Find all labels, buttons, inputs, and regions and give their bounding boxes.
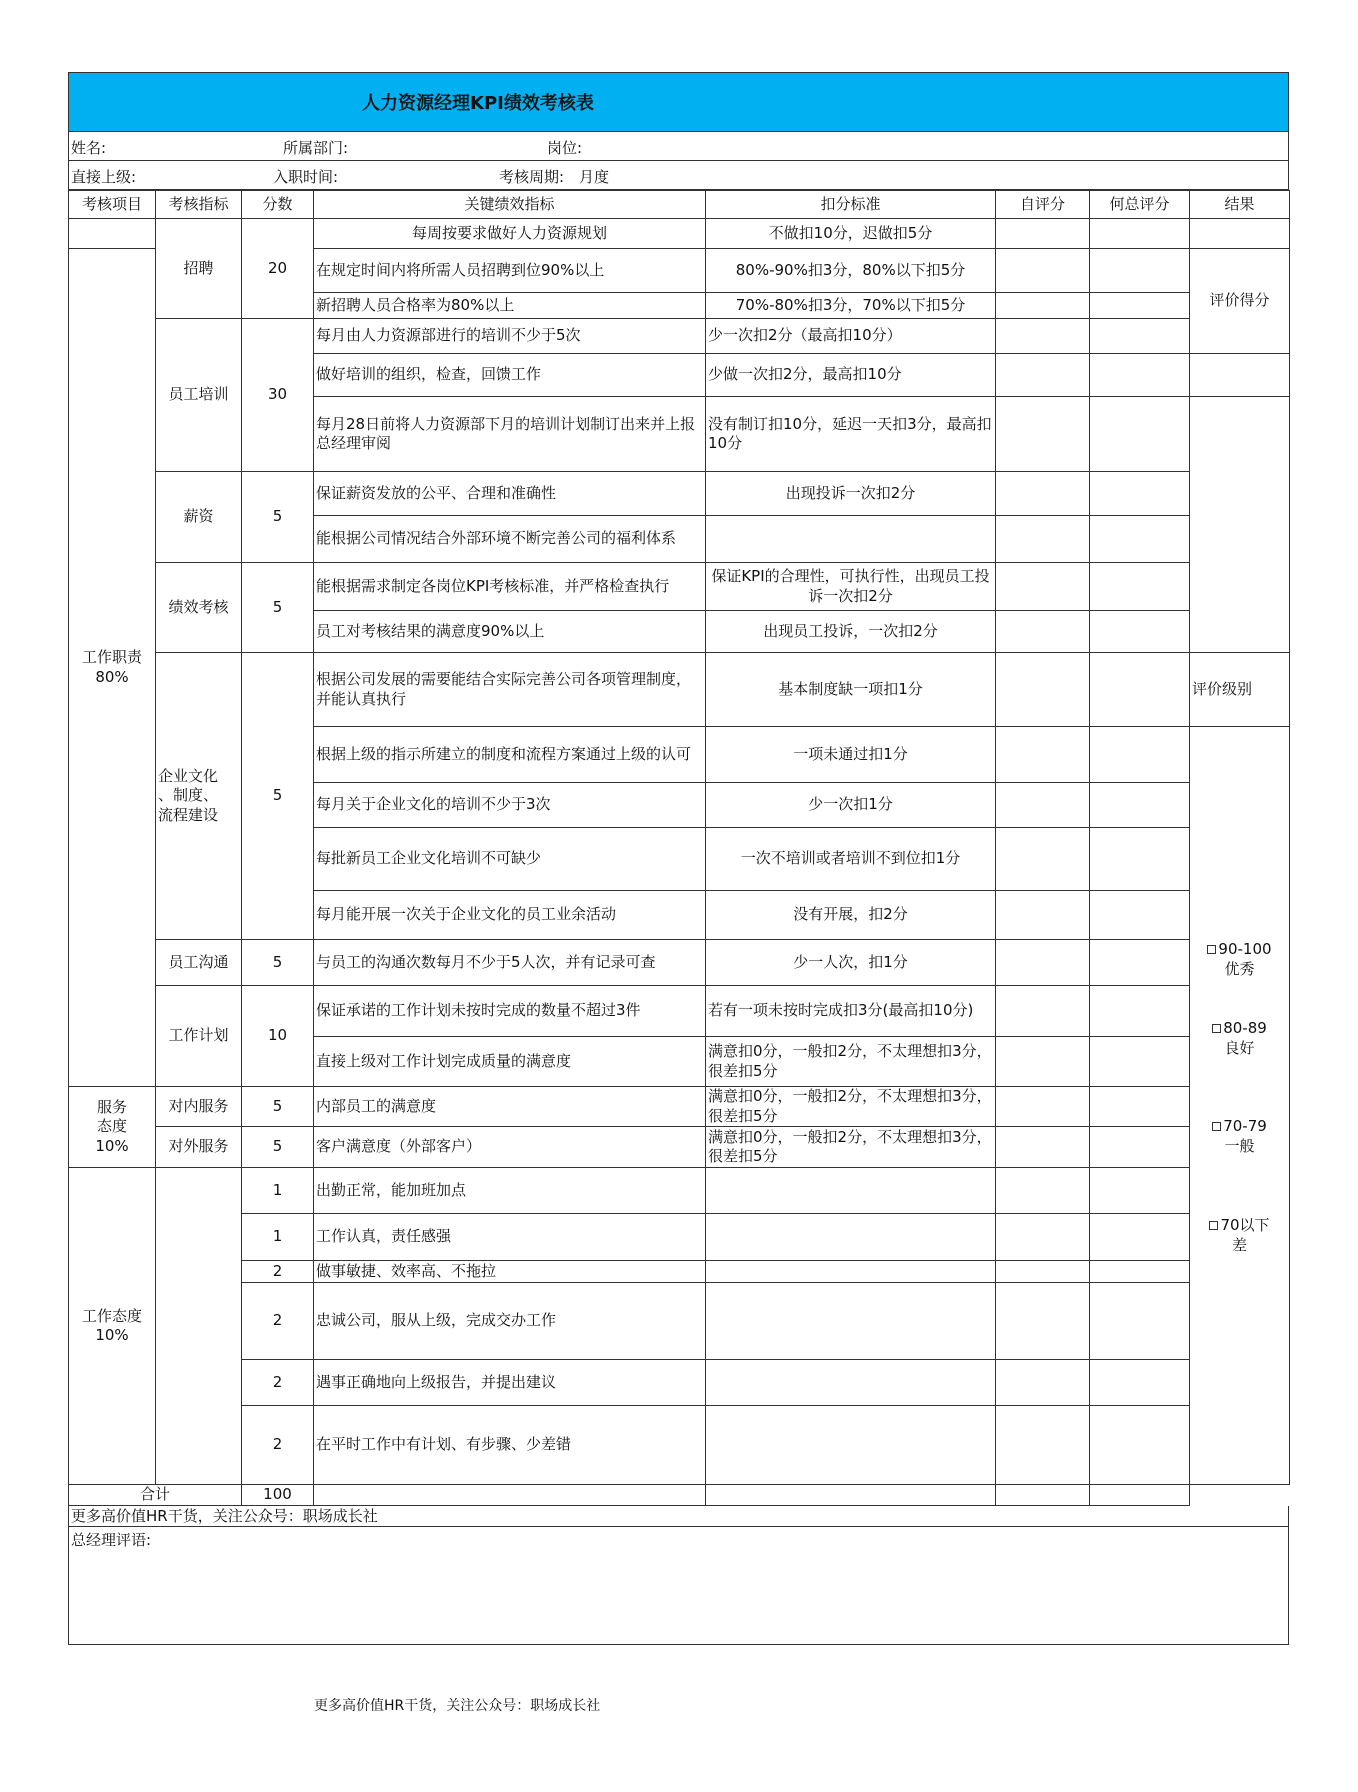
result-cell (1190, 219, 1290, 249)
manager-score-cell[interactable] (1090, 249, 1190, 293)
manager-score-cell[interactable] (1090, 563, 1190, 611)
indicator-cell: 薪资 (156, 472, 242, 563)
info-row-2 (68, 161, 1289, 190)
header-cell: 自评分 (996, 191, 1090, 219)
sheet-title: 人力资源经理KPI绩效考核表 (362, 93, 594, 114)
deduct-cell (706, 1283, 996, 1360)
deduct-cell: 没有开展，扣2分 (706, 891, 996, 940)
manager-score-cell[interactable] (1090, 1406, 1190, 1485)
comment-label: 总经理评语: (71, 1530, 152, 1549)
score-cell: 5 (242, 472, 314, 563)
score-cell: 5 (242, 563, 314, 653)
deduct-cell: 少一次扣1分 (706, 783, 996, 828)
level-poor: 70以下 差 (1192, 1216, 1287, 1255)
self-score-cell[interactable] (996, 1261, 1090, 1283)
table-row (69, 1087, 1290, 1127)
kpi-cell: 根据公司发展的需要能结合实际完善公司各项管理制度，并能认真执行 (314, 653, 706, 727)
result-cell (1190, 354, 1290, 397)
dept-label: 所属部门: (283, 139, 349, 157)
sheet-title-bar (68, 72, 1289, 132)
total-label: 合计 (69, 1485, 242, 1506)
header-cell: 考核项目 (69, 191, 156, 219)
self-score-cell[interactable] (996, 249, 1090, 293)
kpi-cell: 忠诚公司，服从上级，完成交办工作 (314, 1283, 706, 1360)
checkbox-icon[interactable] (1212, 1122, 1221, 1131)
entry-time-label: 入职时间: (273, 168, 339, 186)
kpi-cell: 每月28日前将人力资源部下月的培训计划制订出来并上报总经理审阅 (314, 397, 706, 472)
section-attitude: 工作态度 10% (69, 1168, 156, 1485)
kpi-cell: 做事敏捷、效率高、不拖拉 (314, 1261, 706, 1283)
kpi-cell: 新招聘人员合格率为80%以上 (314, 293, 706, 319)
deduct-cell (706, 516, 996, 563)
indicator-cell: 对外服务 (156, 1127, 242, 1168)
manager-score-cell[interactable] (1090, 219, 1190, 249)
kpi-cell: 保证承诺的工作计划未按时完成的数量不超过3件 (314, 986, 706, 1037)
page-footer: 更多高价值HR干货，关注公众号：职场成长社 (314, 1698, 601, 1714)
kpi-cell: 内部员工的满意度 (314, 1087, 706, 1127)
manager-score-cell[interactable] (1090, 472, 1190, 516)
deduct-cell (706, 1168, 996, 1214)
deduct-cell: 一次不培训或者培训不到位扣1分 (706, 828, 996, 891)
superior-label: 直接上级: (71, 168, 137, 186)
kpi-cell: 在平时工作中有计划、有步骤、少差错 (314, 1406, 706, 1485)
table-row (69, 1261, 1290, 1283)
deduct-cell (706, 1360, 996, 1406)
indicator-cell (156, 1168, 242, 1485)
table-row (69, 1214, 1290, 1261)
indicator-cell: 对内服务 (156, 1087, 242, 1127)
kpi-cell: 每月由人力资源部进行的培训不少于5次 (314, 319, 706, 354)
kpi-cell: 根据上级的指示所建立的制度和流程方案通过上级的认可 (314, 727, 706, 783)
total-value: 100 (242, 1485, 314, 1506)
level-excellent: 90-100 优秀 (1192, 940, 1287, 979)
kpi-cell: 保证薪资发放的公平、合理和准确性 (314, 472, 706, 516)
deduct-cell (706, 1406, 996, 1485)
score-cell: 5 (242, 1127, 314, 1168)
indicator-cell: 招聘 (156, 219, 242, 319)
deduct-cell: 少一次扣2分（最高扣10分） (706, 319, 996, 354)
kpi-cell: 每月能开展一次关于企业文化的员工业余活动 (314, 891, 706, 940)
table-row (69, 1406, 1290, 1485)
kpi-cell: 每周按要求做好人力资源规划 (314, 219, 706, 249)
manager-score-cell[interactable] (1090, 1168, 1190, 1214)
kpi-cell: 与员工的沟通次数每月不少于5人次，并有记录可查 (314, 940, 706, 986)
info-row-1 (68, 132, 1289, 161)
deduct-cell (706, 1261, 996, 1283)
score-cell: 1 (242, 1214, 314, 1261)
kpi-table (68, 190, 1290, 1506)
score-cell: 5 (242, 1087, 314, 1127)
self-score-cell[interactable] (996, 1360, 1090, 1406)
manager-score-cell[interactable] (1090, 293, 1190, 319)
self-score-cell[interactable] (996, 1283, 1090, 1360)
cycle-label: 考核周期: (499, 168, 565, 186)
self-score-cell[interactable] (996, 1168, 1090, 1214)
deduct-cell: 一项未通过扣1分 (706, 727, 996, 783)
table-row (69, 986, 1290, 1037)
table-row (69, 940, 1290, 986)
self-score-cell[interactable] (996, 472, 1090, 516)
indicator-cell: 员工沟通 (156, 940, 242, 986)
indicator-cell: 员工培训 (156, 319, 242, 472)
section-work-duty: 工作职责 80% (69, 249, 156, 1087)
indicator-cell: 企业文化 、制度、 流程建设 (156, 653, 242, 940)
deduct-cell (706, 1214, 996, 1261)
self-score-cell[interactable] (996, 727, 1090, 783)
header-cell: 扣分标准 (706, 191, 996, 219)
score-cell: 1 (242, 1168, 314, 1214)
manager-score-cell[interactable] (1090, 1087, 1190, 1127)
manager-score-cell[interactable] (1090, 1360, 1190, 1406)
indicator-cell: 绩效考核 (156, 563, 242, 653)
deduct-cell: 80%-90%扣3分，80%以下扣5分 (706, 249, 996, 293)
self-score-cell[interactable] (996, 219, 1090, 249)
self-score-cell[interactable] (996, 1087, 1090, 1127)
result-levels (1190, 727, 1290, 1485)
kpi-cell: 每批新员工企业文化培训不可缺少 (314, 828, 706, 891)
self-score-cell[interactable] (996, 397, 1090, 472)
deduct-cell: 70%-80%扣3分，70%以下扣5分 (706, 293, 996, 319)
manager-score-cell[interactable] (1090, 940, 1190, 986)
kpi-cell: 员工对考核结果的满意度90%以上 (314, 611, 706, 653)
table-row (69, 1283, 1290, 1360)
deduct-cell: 满意扣0分，一般扣2分，不太理想扣3分，很差扣5分 (706, 1127, 996, 1168)
kpi-cell: 直接上级对工作计划完成质量的满意度 (314, 1037, 706, 1087)
score-cell: 10 (242, 986, 314, 1087)
header-cell: 分数 (242, 191, 314, 219)
table-row (69, 653, 1290, 727)
empty-cell (314, 1485, 706, 1506)
deduct-cell: 若有一项未按时完成扣3分(最高扣10分) (706, 986, 996, 1037)
kpi-cell: 做好培训的组织，检查，回馈工作 (314, 354, 706, 397)
deduct-cell: 出现员工投诉，一次扣2分 (706, 611, 996, 653)
score-cell: 2 (242, 1406, 314, 1485)
level-average: 70-79 一般 (1192, 1117, 1287, 1156)
table-row (69, 219, 1290, 249)
post-label: 岗位: (547, 139, 583, 157)
self-score-cell[interactable] (996, 986, 1090, 1037)
self-score-cell[interactable] (996, 319, 1090, 354)
manager-score-cell[interactable] (1090, 1283, 1190, 1360)
kpi-cell: 在规定时间内将所需人员招聘到位90%以上 (314, 249, 706, 293)
manager-score-cell[interactable] (1090, 1127, 1190, 1168)
name-label: 姓名: (71, 139, 107, 157)
manager-comment-box[interactable] (68, 1527, 1289, 1645)
self-score-cell[interactable] (996, 828, 1090, 891)
deduct-cell: 基本制度缺一项扣1分 (706, 653, 996, 727)
checkbox-icon[interactable] (1212, 1024, 1221, 1033)
manager-score-cell[interactable] (1090, 727, 1190, 783)
footer-note: 更多高价值HR干货，关注公众号：职场成长社 (68, 1506, 1289, 1527)
header-cell: 考核指标 (156, 191, 242, 219)
manager-score-cell[interactable] (1090, 354, 1190, 397)
self-score-cell[interactable] (996, 354, 1090, 397)
self-score-cell[interactable] (996, 653, 1090, 727)
total-manager-score[interactable] (1090, 1485, 1190, 1506)
table-row (69, 319, 1290, 354)
score-cell: 2 (242, 1360, 314, 1406)
table-header-row (69, 191, 1290, 219)
result-level-label: 评价级别 (1190, 653, 1290, 727)
score-cell: 30 (242, 319, 314, 472)
kpi-sheet (68, 72, 1289, 1645)
self-score-cell[interactable] (996, 1214, 1090, 1261)
deduct-cell: 没有制订扣10分，延迟一天扣3分，最高扣10分 (706, 397, 996, 472)
indicator-cell: 工作计划 (156, 986, 242, 1087)
checkbox-icon[interactable] (1207, 945, 1216, 954)
total-self-score[interactable] (996, 1485, 1090, 1506)
manager-score-cell[interactable] (1090, 516, 1190, 563)
section-service: 服务 态度 10% (69, 1087, 156, 1168)
kpi-cell: 能根据需求制定各岗位KPI考核标准，并严格检查执行 (314, 563, 706, 611)
manager-score-cell[interactable] (1090, 611, 1190, 653)
kpi-cell: 遇事正确地向上级报告，并提出建议 (314, 1360, 706, 1406)
result-score-label: 评价得分 (1190, 249, 1290, 354)
table-row (69, 1360, 1290, 1406)
level-good: 80-89 良好 (1192, 1019, 1287, 1058)
score-cell: 5 (242, 653, 314, 940)
deduct-cell: 不做扣10分，迟做扣5分 (706, 219, 996, 249)
score-cell: 5 (242, 940, 314, 986)
deduct-cell: 出现投诉一次扣2分 (706, 472, 996, 516)
manager-score-cell[interactable] (1090, 986, 1190, 1037)
manager-score-cell[interactable] (1090, 828, 1190, 891)
self-score-cell[interactable] (996, 563, 1090, 611)
deduct-cell: 满意扣0分，一般扣2分，不太理想扣3分，很差扣5分 (706, 1037, 996, 1087)
checkbox-icon[interactable] (1209, 1221, 1218, 1230)
manager-score-cell[interactable] (1090, 1214, 1190, 1261)
manager-score-cell[interactable] (1090, 1037, 1190, 1087)
manager-score-cell[interactable] (1090, 319, 1190, 354)
manager-score-cell[interactable] (1090, 397, 1190, 472)
table-row (69, 1168, 1290, 1214)
score-cell: 2 (242, 1261, 314, 1283)
deduct-cell: 少做一次扣2分，最高扣10分 (706, 354, 996, 397)
kpi-cell: 工作认真，责任感强 (314, 1214, 706, 1261)
self-score-cell[interactable] (996, 1037, 1090, 1087)
self-score-cell[interactable] (996, 783, 1090, 828)
kpi-cell: 能根据公司情况结合外部环境不断完善公司的福利体系 (314, 516, 706, 563)
self-score-cell[interactable] (996, 1406, 1090, 1485)
table-row (69, 1127, 1290, 1168)
kpi-cell: 客户满意度（外部客户） (314, 1127, 706, 1168)
self-score-cell[interactable] (996, 611, 1090, 653)
self-score-cell[interactable] (996, 940, 1090, 986)
deduct-cell: 少一人次，扣1分 (706, 940, 996, 986)
cycle-value: 月度 (579, 168, 610, 186)
score-cell: 2 (242, 1283, 314, 1360)
header-cell: 结果 (1190, 191, 1290, 219)
kpi-cell: 每月关于企业文化的培训不少于3次 (314, 783, 706, 828)
manager-score-cell[interactable] (1090, 891, 1190, 940)
result-cell (1190, 397, 1290, 653)
manager-score-cell[interactable] (1090, 653, 1190, 727)
self-score-cell[interactable] (996, 1127, 1090, 1168)
manager-score-cell[interactable] (1090, 1261, 1190, 1283)
total-row (69, 1485, 1290, 1506)
empty-cell (69, 219, 156, 249)
score-cell: 20 (242, 219, 314, 319)
kpi-cell: 出勤正常，能加班加点 (314, 1168, 706, 1214)
header-cell: 关键绩效指标 (314, 191, 706, 219)
header-cell: 何总评分 (1090, 191, 1190, 219)
self-score-cell[interactable] (996, 891, 1090, 940)
empty-cell (706, 1485, 996, 1506)
table-row (69, 472, 1290, 516)
self-score-cell[interactable] (996, 516, 1090, 563)
deduct-cell: 保证KPI的合理性，可执行性，出现员工投诉一次扣2分 (706, 563, 996, 611)
deduct-cell: 满意扣0分，一般扣2分，不太理想扣3分，很差扣5分 (706, 1087, 996, 1127)
table-row (69, 563, 1290, 611)
self-score-cell[interactable] (996, 293, 1090, 319)
manager-score-cell[interactable] (1090, 783, 1190, 828)
